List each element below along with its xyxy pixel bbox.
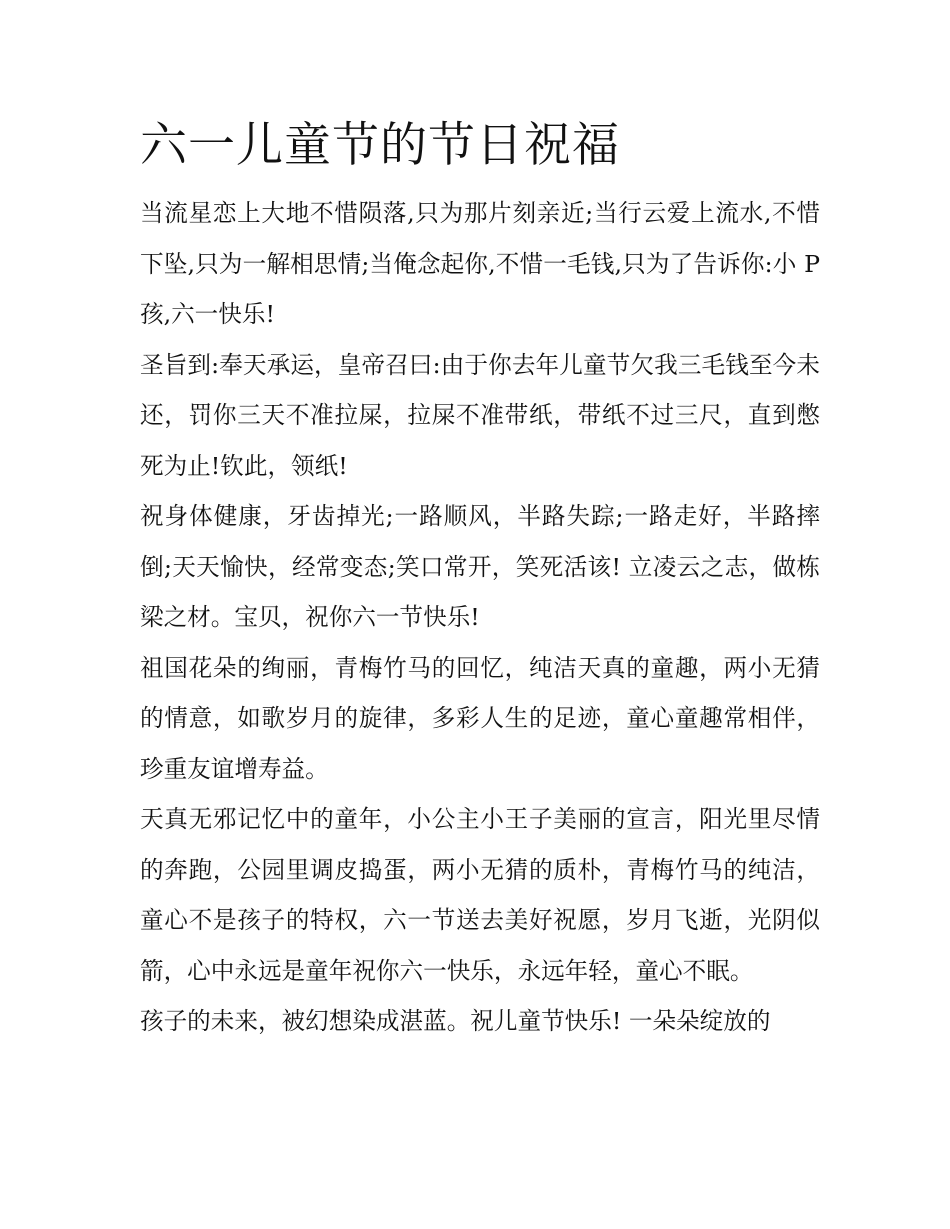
paragraph-3: 祝身体健康，牙齿掉光;一路顺风，半路失踪;一路走好，半路摔倒;天天愉快，经常变态;笑口常开，笑死活该! 立凌云之志，做栋梁之材。宝贝，祝你六一节快乐!	[140, 502, 820, 631]
paragraph-5: 天真无邪记忆中的童年，小公主小王子美丽的宣言，阳光里尽情的奔跑，公园里调皮捣蛋，两小无猜的质朴，青梅竹马的纯洁，童心不是孩子的特权，六一节送去美好祝愿，岁月飞逝，光阴似箭，心中永远是童年祝你六一快乐，永远年轻，童心不眠。	[140, 805, 820, 985]
paragraph-6: 孩子的未来，被幻想染成湛蓝。祝儿童节快乐! 一朵朵绽放的	[140, 1007, 771, 1035]
paragraph-1: 当流星恋上大地不惜陨落,只为那片刻亲近;当行云爱上流水,不惜下坠,只为一解相思情;当俺念起你,不惜一毛钱,只为了告诉你:小 P 孩,六一快乐!	[140, 199, 820, 328]
paragraph-2: 圣旨到:奉天承运，皇帝召曰:由于你去年儿童节欠我三毛钱至今未还，罚你三天不准拉屎，拉屎不准带纸，带纸不过三尺，直到憋死为止!钦此，领纸!	[140, 350, 820, 480]
document-title: 六一儿童节的节日祝福	[140, 118, 620, 173]
paragraph-4: 祖国花朵的绚丽，青梅竹马的回忆，纯洁天真的童趣，两小无猜的情意，如歌岁月的旋律，多彩人生的足迹，童心童趣常相伴，珍重友谊增寿益。	[140, 653, 820, 783]
document-page	[140, 116, 820, 1047]
